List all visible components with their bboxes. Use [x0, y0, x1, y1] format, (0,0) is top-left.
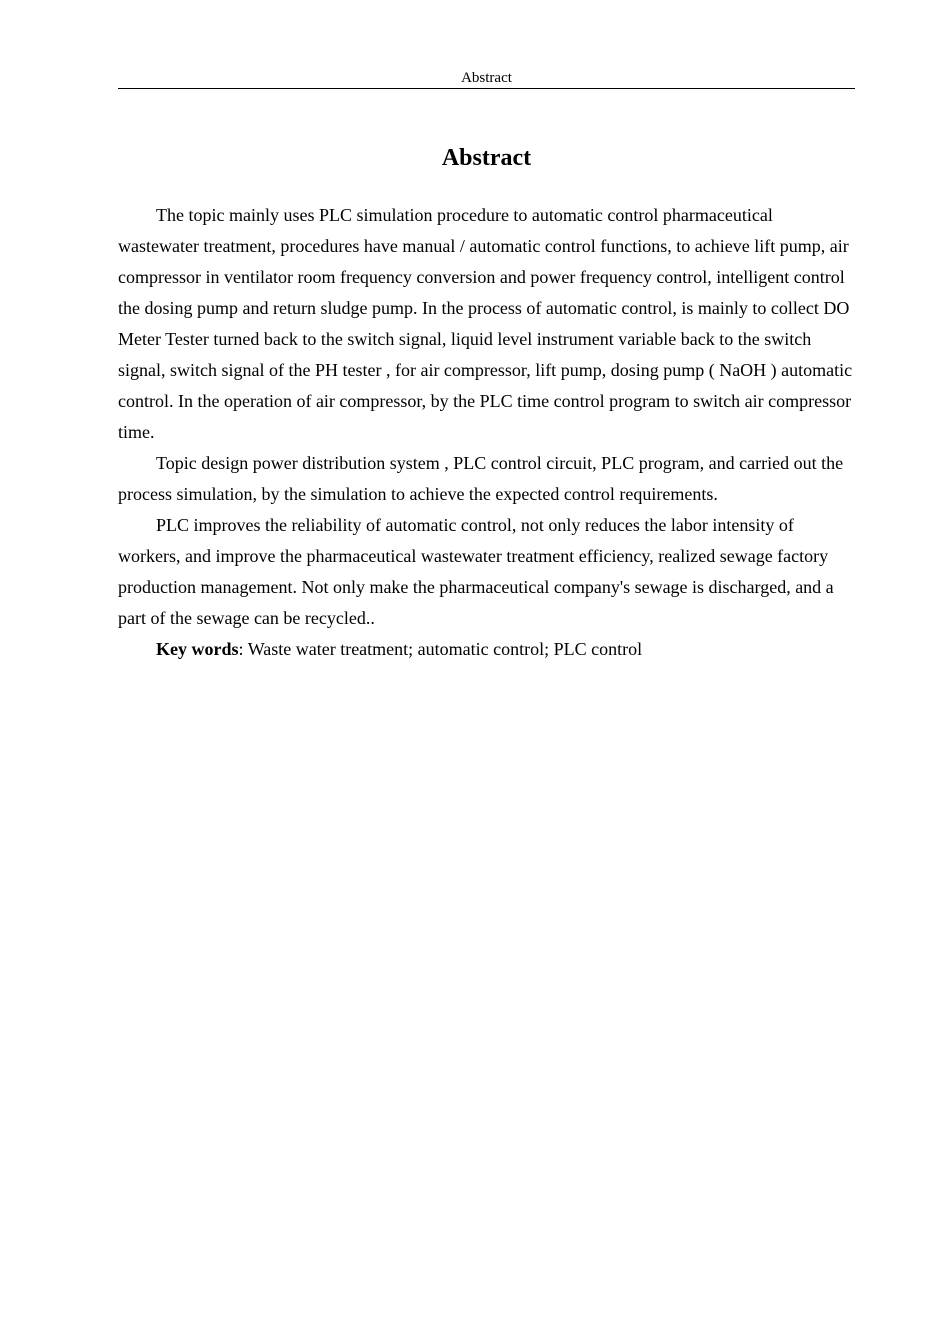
running-header: Abstract	[461, 70, 512, 86]
abstract-paragraph-1: The topic mainly uses PLC simulation procedure to automatic control pharmaceutical wastewater treatment, procedures have manual / automatic control functions, to achieve lift pump, air compressor in ventilator room frequency conversion and power frequency control, intelligent control the dosing pump and return sludge pump. In the process of automatic control, is mainly to collect DO Meter Tester turned back to the switch signal, liquid level instrument variable back to the switch signal, switch signal of the PH tester , for air compressor, lift pump, dosing pump ( NaOH ) automatic control. In the operation of air compressor, by the PLC time control program to switch air compressor time.	[118, 205, 853, 442]
page-title: Abstract	[441, 145, 532, 171]
abstract-body	[118, 200, 855, 665]
keywords-label: Key words	[156, 639, 239, 659]
keywords-line	[118, 634, 855, 665]
abstract-paragraph-2: Topic design power distribution system , PLC control circuit, PLC program, and carried out the process simulation, by the simulation to achieve the expected control requirements.	[118, 453, 844, 504]
keywords-text: Waste water treatment; automatic control; PLC control	[247, 639, 643, 659]
keywords-separator: :	[238, 639, 248, 659]
header-rule	[118, 88, 855, 89]
abstract-paragraph-3: PLC improves the reliability of automatic control, not only reduces the labor intensity of workers, and improve the pharmaceutical wastewater treatment efficiency, realized sewage factory production management. Not only make the pharmaceutical company's sewage is discharged, and a part of the sewage can be recycled..	[118, 515, 834, 628]
